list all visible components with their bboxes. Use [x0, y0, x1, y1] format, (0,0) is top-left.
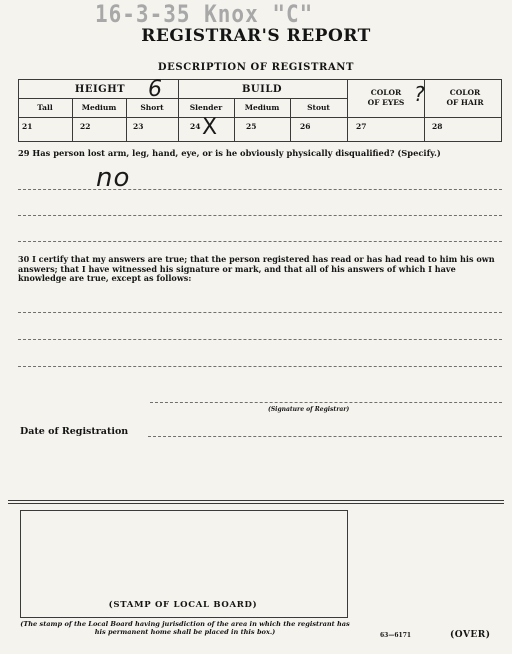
build-eyes-divider — [347, 79, 348, 142]
eyes-label-1: COLOR — [370, 88, 402, 97]
signature-line — [150, 402, 502, 403]
hair-label-1: COLOR — [449, 88, 481, 97]
form-number: 63—6171 — [380, 632, 412, 639]
hair-label-2: OF HAIR — [446, 98, 484, 107]
question-30-text: 30 I certify that my answers are true; that the person registered has read or has had read to him his own answers; that I have witnessed his signature or mark, and that all of his answers of which I have knowledge are true, except as follows: — [18, 254, 495, 284]
answer-line — [18, 241, 502, 242]
answer-line — [18, 189, 502, 190]
page-title: REGISTRAR'S REPORT — [141, 26, 371, 46]
height-option-short: Short — [140, 103, 164, 112]
exception-line — [18, 339, 502, 340]
height-option-medium: Medium — [81, 103, 117, 112]
stamp-note: (The stamp of the Local Board having jurisdiction of the area in which the registrant has his permanent home shall be placed in this box.) — [20, 620, 350, 636]
table-group-rule — [18, 98, 348, 99]
field-number-26: 26 — [300, 122, 311, 131]
height-group-label: HEIGHT — [74, 84, 126, 95]
build-option-stout: Stout — [307, 103, 330, 112]
field-number-27: 27 — [356, 122, 367, 131]
exception-line — [18, 366, 502, 367]
field-number-23: 23 — [133, 122, 144, 131]
build-option-slender: Slender — [189, 103, 223, 112]
field-number-22: 22 — [80, 122, 91, 131]
build-group-label: BUILD — [241, 84, 283, 95]
build-option-medium: Medium — [244, 103, 280, 112]
field-number-24: 24 — [190, 122, 201, 131]
question-29-text: 29 Has person lost arm, leg, hand, eye, or is he obviously physically disqualified? (Specify.) — [18, 148, 441, 158]
table-bottom-rule — [18, 141, 502, 142]
exception-line — [18, 312, 502, 313]
date-line — [148, 436, 502, 437]
date-of-registration-label: Date of Registration — [20, 426, 129, 437]
table-top-rule — [18, 79, 502, 80]
answer-line — [18, 215, 502, 216]
eyes-label-2: OF EYES — [367, 98, 405, 107]
height-handwritten-value: 6 — [148, 77, 162, 102]
over-indicator: (OVER) — [450, 630, 491, 640]
eyes-handwritten-mark: ? — [414, 82, 425, 106]
section-rule — [8, 500, 504, 501]
height-option-tall: Tall — [37, 103, 53, 112]
header-stamp-text: 16-3-35 Knox "C" — [95, 0, 314, 28]
field-number-25: 25 — [246, 122, 257, 131]
stamp-label: (STAMP OF LOCAL BOARD) — [108, 600, 258, 610]
field-number-21: 21 — [22, 122, 33, 131]
table-label-rule — [18, 117, 502, 118]
description-title: DESCRIPTION OF REGISTRANT — [157, 62, 355, 73]
question-29-handwritten-answer: no — [96, 163, 131, 193]
signature-label: (Signature of Registrar) — [268, 406, 350, 413]
slender-x-mark: X — [202, 115, 218, 140]
section-rule — [8, 503, 504, 504]
field-number-28: 28 — [432, 122, 443, 131]
